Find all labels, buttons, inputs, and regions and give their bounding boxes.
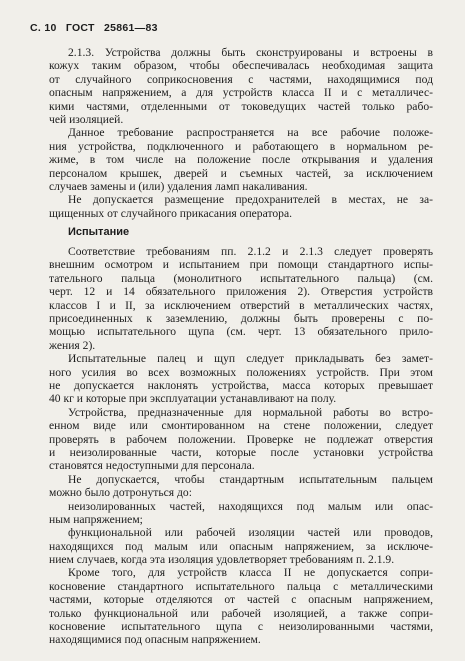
paragraph: [49, 126, 433, 193]
text-line: 40 кг и которые при эксплуатации устанавливают на полу.: [49, 392, 337, 406]
standard-label: ГОСТ: [65, 22, 95, 34]
section-title: Испытание: [68, 226, 130, 239]
text-line: от случайного соприкосновения с частями, находящимися под: [49, 72, 433, 86]
text-line: черт. 12 и 14 обязательного приложения 2). Отверстия устройств: [49, 285, 433, 299]
text-line: классов I и II, за исключением отверстий в металлических частях,: [49, 298, 433, 312]
text-line: Испытательные палец и щуп следует прикладывать без замет-: [68, 352, 433, 366]
text-line: ния устройства, подключенного и работающего в нормальном ре-: [49, 139, 433, 153]
text-line: и неизолированные части, которые после установки устройства: [49, 445, 433, 459]
paragraph: [49, 193, 433, 220]
text-line: только функциональной или рабочей изоляцией, а также сопри-: [49, 606, 433, 620]
text-line: ным напряжением;: [49, 512, 143, 526]
text-line: 2.1.3. Устройства должны быть сконструированы и встроены в: [68, 46, 433, 59]
text-line: находящихся под малым или опасным напряжением, за исключе-: [49, 539, 433, 553]
text-line: Соответствие требованиям пп. 2.1.2 и 2.1.3 следует проверять: [68, 245, 433, 259]
page-header: [30, 22, 164, 34]
text-line: Устройства, предназначенные для нормальной работы во встро-: [68, 405, 433, 419]
text-line: не допускается наклонять устройства, масса которых превышает: [49, 378, 433, 392]
text-line: Данное требование распространяется на все рабочие положе-: [68, 126, 433, 140]
text-line: чей изоляцией.: [49, 112, 124, 126]
text-line: случаев замены и (или) удаления ламп накаливания.: [49, 179, 308, 193]
text-line: Не допускается, чтобы стандартным испытательным пальцем: [68, 472, 433, 486]
paragraph: [49, 406, 433, 473]
text-line: проверять в рабочем положении. Проверке не подлежат отверстия: [49, 432, 433, 446]
text-line: щищенных от случайного прикасания оператора.: [49, 206, 293, 220]
text-line: кими частями, отделенными от токоведущих частей только рабо-: [49, 99, 433, 113]
text-line: Кроме того, для устройств класса II не допускается сопри-: [68, 566, 433, 580]
paragraph: [49, 473, 433, 500]
text-line: становятся недоступными для персонала.: [49, 459, 255, 473]
document-body: [49, 46, 433, 647]
paragraph: [49, 500, 433, 527]
page-number: С. 10: [30, 22, 57, 34]
text-line: опасным напряжением, а для устройств класса II и с металличес-: [49, 86, 433, 100]
text-line: косновение стандартного испытательного пальца с металлическими: [49, 579, 433, 593]
text-line: частями, которые отделяются от частей с опасным напряжением,: [49, 593, 433, 607]
text-line: находящимися под опасным напряжением.: [49, 633, 261, 647]
paragraph: [49, 526, 433, 566]
text-line: Не допускается размещение предохранителей в местах, не за-: [68, 193, 433, 207]
text-line: внешним осмотром и испытанием при помощи стандартного испы-: [49, 258, 433, 272]
standard-number: 25861—83: [103, 22, 158, 34]
text-line: жения 2).: [49, 338, 96, 352]
text-line: жиме, в том числе на положение после открывания и удаления: [49, 153, 433, 167]
paragraph: [49, 352, 433, 406]
text-line: косновение испытательного щупа с неизолированными частями,: [49, 620, 433, 634]
text-line: тательного пальца (монолитного испытательного пальца) (см.: [49, 271, 433, 285]
text-line: кожух таким образом, чтобы обеспечивалась необходимая защита: [49, 59, 433, 73]
paragraph: [49, 46, 433, 126]
text-line: присоединенных к заземлению, должны быть проверены с по-: [49, 312, 433, 326]
text-line: неизолированных частей, находящихся под малым или опас-: [68, 499, 433, 513]
paragraph: [49, 245, 433, 352]
paragraph: [49, 566, 433, 646]
text-line: можно было дотронуться до:: [49, 486, 192, 500]
text-line: ного усилия во всех возможных положениях устройств. При этом: [49, 365, 433, 379]
text-line: функциональной или рабочей изоляции частей или проводов,: [68, 526, 433, 540]
text-line: мощью испытательного щупа (см. черт. 13 обязательного прило-: [49, 325, 433, 339]
text-line: нием случаев, когда эта изоляция удовлетворяет требованиям п. 2.1.9.: [49, 553, 395, 567]
text-line: енном виде или смонтированном на стене положении, следует: [49, 419, 433, 433]
text-line: персоналом крышек, дверей и съемных частей, за исключением: [49, 166, 433, 180]
